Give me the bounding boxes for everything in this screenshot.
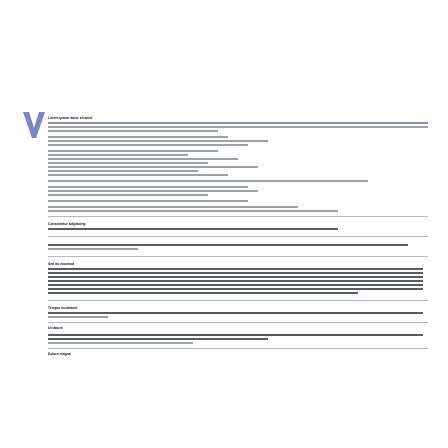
text-line	[48, 276, 423, 278]
text-line	[48, 284, 423, 286]
document-logo	[23, 112, 45, 138]
text-line	[48, 140, 268, 142]
section-6-title: Dolore magna	[48, 352, 71, 356]
divider	[48, 300, 428, 301]
text-line	[48, 334, 423, 336]
text-line	[48, 292, 358, 294]
text-line	[48, 122, 428, 124]
text-line	[48, 130, 218, 132]
text-line	[48, 166, 258, 168]
text-line	[48, 272, 423, 274]
text-line	[48, 170, 198, 172]
text-line	[48, 150, 218, 152]
section-2-title: Consectetur adipiscing	[48, 222, 86, 226]
text-line	[48, 338, 268, 340]
text-line	[48, 136, 228, 138]
text-line	[48, 194, 208, 196]
text-line	[48, 190, 258, 192]
text-line	[48, 210, 338, 212]
section-5-title: Ut labore	[48, 326, 63, 330]
text-line	[48, 126, 428, 128]
divider	[48, 348, 428, 349]
text-line	[48, 144, 248, 146]
text-line	[48, 342, 193, 344]
divider	[48, 256, 428, 257]
divider	[48, 216, 428, 217]
text-line	[48, 162, 208, 164]
text-line	[48, 268, 423, 270]
text-line	[48, 280, 423, 282]
text-line	[48, 312, 423, 314]
section-3-title: Sed do eiusmod	[48, 262, 75, 266]
text-line	[48, 228, 338, 230]
text-line	[48, 288, 423, 290]
text-line	[48, 206, 298, 208]
text-line	[48, 316, 108, 318]
text-line	[48, 180, 368, 182]
text-line	[48, 154, 188, 156]
divider	[48, 236, 428, 237]
section-1-title: Lorem ipsum dolor sit amet	[48, 116, 93, 120]
divider	[48, 322, 428, 323]
text-line	[48, 248, 138, 250]
text-line	[48, 158, 238, 160]
text-line	[48, 186, 248, 188]
section-4-title: Tempor incididunt	[48, 306, 78, 310]
text-line	[48, 200, 248, 202]
text-line	[48, 244, 408, 246]
text-line	[48, 174, 228, 176]
